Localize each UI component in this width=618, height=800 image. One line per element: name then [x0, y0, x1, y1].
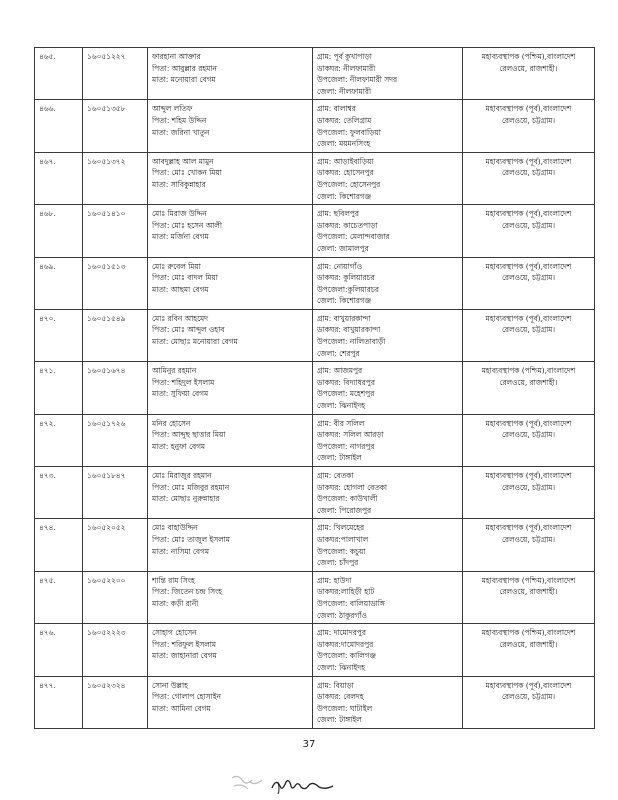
name-cell-name: মোঃ মিরাজুর রহমান — [152, 471, 212, 480]
serial-cell-serial: ৪৭৫. — [39, 575, 56, 585]
serial-cell-serial: ৪৬৯. — [39, 261, 56, 271]
posting-cell-posting1: মহাব্যবস্থাপক (পূর্ব),বাংলাদেশ — [485, 471, 572, 480]
address-cell — [313, 676, 463, 728]
address-cell-village: গ্রাম: বিয়াড়া — [317, 680, 354, 690]
roll-cell-roll: ১৬০৫২২২৩ — [87, 628, 126, 638]
address-cell-district: জেলা: ঠাকুরগাঁও — [317, 610, 367, 620]
name-cell-mother: মাতা: আছমা বেগম — [152, 284, 209, 294]
address-cell-upazila: উপজেলা: কচুয়া — [317, 546, 366, 556]
roll-cell-roll: ১৬০৫১৩৫৮ — [87, 104, 126, 114]
address-cell — [313, 257, 463, 309]
name-cell-name: মোঃ মিরাজ উদ্দিন — [152, 209, 207, 219]
roll-cell-roll: ১৬০৫২৩২৪ — [87, 680, 126, 690]
posting-cell — [463, 362, 595, 414]
address-cell — [313, 571, 463, 623]
posting-cell — [463, 519, 595, 571]
address-cell-district: জেলা: শেরপুর — [317, 348, 360, 358]
name-cell — [148, 48, 313, 100]
name-cell-father: পিতা: মোঃ মজিবুর রহমান — [152, 482, 230, 492]
roll-cell — [83, 624, 148, 676]
name-cell-name: আব্দুল লতিফ — [152, 104, 193, 114]
address-cell-district: জেলা: পিরোজপুর — [317, 505, 372, 515]
roll-cell — [83, 48, 148, 100]
roll-cell-roll: ১৬০৫১৩৭২ — [87, 156, 126, 166]
address-cell-post: ডাকঘর:লাহিড়ী হাট — [317, 587, 375, 597]
roll-cell-roll: ১৬০৫১৬৭৪ — [87, 366, 126, 376]
serial-cell-serial: ৪৭৩. — [39, 471, 56, 480]
name-cell-name: মোঃ রবিন আহমেদ — [152, 313, 209, 323]
posting-cell — [463, 676, 595, 728]
name-cell-mother: মাতা: হনুফা বেগম — [152, 441, 206, 451]
posting-cell-posting1: মহাব্যবস্থাপক (পশ্চিম),বাংলাদেশ — [481, 575, 576, 585]
name-cell-name: সোহাগ হোসেন — [152, 628, 197, 638]
posting-cell-posting2: রেলওয়ে, চট্টগ্রাম। — [501, 482, 556, 492]
serial-cell-serial: ৪৭৪. — [39, 523, 56, 533]
address-cell — [313, 362, 463, 414]
address-cell — [313, 414, 463, 466]
table-row — [35, 309, 595, 361]
roll-cell-roll: ১৬০৫২০৫২ — [87, 523, 126, 533]
posting-cell — [463, 257, 595, 309]
address-cell-post: ডাকঘর: বাখুয়ারকান্দা — [317, 325, 381, 335]
serial-cell — [35, 309, 83, 361]
name-cell-name: শান্তি রাম সিংহ — [152, 575, 195, 585]
roll-cell — [83, 100, 148, 152]
name-cell-name: মোঃ বাহাউদ্দিন — [152, 523, 198, 533]
roll-cell — [83, 257, 148, 309]
serial-cell — [35, 100, 83, 152]
address-cell-post: ডাকঘর: বেলদহ — [317, 692, 364, 702]
address-cell-post: ডাকঘর: বিদ্যাধরপুর — [317, 377, 375, 387]
posting-cell-posting2: রেলওয়ে, চট্টগ্রাম। — [501, 115, 556, 125]
roll-cell-roll: ১৬০৫১৮৪৭ — [87, 471, 126, 480]
posting-cell-posting1: মহাব্যবস্থাপক (পূর্ব),বাংলাদেশ — [485, 156, 572, 166]
address-cell — [313, 519, 463, 571]
address-cell-district: জেলা: টাঙ্গাইল — [317, 715, 362, 725]
serial-cell — [35, 414, 83, 466]
address-cell-upazila: উপজেলা: হোসেনপুর — [317, 179, 381, 189]
posting-cell-posting2: রেলওয়ে, চট্টগ্রাম। — [501, 692, 556, 702]
address-cell-village: গ্রাম: নোয়াগাঁও — [317, 261, 363, 271]
name-cell — [148, 676, 313, 728]
roll-cell-roll: ১৬০৫১৫১৩ — [87, 261, 126, 271]
name-cell-father: পিতা: মোঃ আব্দুল ওহাব — [152, 325, 225, 335]
serial-cell-serial: ৪৭১. — [39, 366, 56, 376]
posting-cell-posting2: রেলওয়ে, চট্টগ্রাম। — [501, 220, 556, 230]
address-cell-village: গ্রাম: আজমপুর — [317, 366, 363, 376]
name-cell — [148, 571, 313, 623]
address-cell-district: জেলা: কিশোরগঞ্জ — [317, 296, 372, 306]
address-cell-district: জেলা: নীলফামারী — [317, 86, 372, 96]
name-cell — [148, 309, 313, 361]
name-cell-mother: মাতা: মোছাঃ নুরুন্নাহার — [152, 494, 220, 504]
name-cell-father: পিতা: আব্দুছ ছাত্তার মিয়া — [152, 430, 226, 440]
address-cell — [313, 100, 463, 152]
posting-cell — [463, 624, 595, 676]
serial-cell — [35, 571, 83, 623]
address-cell-district: জেলা: ঝিনাইদহ — [317, 662, 365, 672]
serial-cell — [35, 257, 83, 309]
table-row — [35, 519, 595, 571]
address-cell-district: জেলা: টাঙ্গাইল — [317, 453, 362, 463]
serial-cell — [35, 48, 83, 100]
candidate-table-body — [35, 48, 595, 729]
posting-cell-posting2: রেলওয়ে, চট্টগ্রাম। — [501, 325, 556, 335]
name-cell-father: পিতা: শহিদুল ইসলাম — [152, 377, 215, 387]
roll-cell — [83, 309, 148, 361]
name-cell — [148, 519, 313, 571]
roll-cell — [83, 571, 148, 623]
serial-cell-serial: ৪৭৬. — [39, 628, 56, 638]
table-row — [35, 100, 595, 152]
name-cell-mother: মাতা: সুফিয়া বেগম — [152, 389, 209, 399]
roll-cell-roll: ১৬০৫২২০০ — [87, 575, 126, 585]
address-cell-post: ডাকঘর: হোগলা বেতকা — [317, 482, 388, 492]
roll-cell — [83, 467, 148, 519]
name-cell-name: মনির হোসেন — [152, 418, 191, 428]
serial-cell-serial: ৪৬৫. — [39, 52, 56, 61]
address-cell-upazila: উপজেলা: নালিতাবাড়ী — [317, 337, 386, 347]
address-cell-village: গ্রাম: বেতকা — [317, 471, 354, 480]
table-row — [35, 257, 595, 309]
name-cell — [148, 152, 313, 204]
name-cell — [148, 362, 313, 414]
address-cell-village: গ্রাম: পূর্ব কুখাপাড়া — [317, 52, 372, 61]
roll-cell — [83, 152, 148, 204]
address-cell-village: গ্রাম: বাখুয়ারকান্দা — [317, 313, 371, 323]
address-cell-village: গ্রাম: আড়াইবাড়িয়া — [317, 156, 374, 166]
address-cell-post: ডাকঘর: হোসেনপুর — [317, 168, 374, 178]
posting-cell — [463, 309, 595, 361]
posting-cell-posting1: মহাব্যবস্থাপক (পশ্চিম),বাংলাদেশ — [481, 52, 576, 61]
posting-cell-posting1: মহাব্যবস্থাপক (পূর্ব),বাংলাদেশ — [485, 313, 572, 323]
name-cell-name: আবদুল্লাহ আল মামুন — [152, 156, 214, 166]
roll-cell — [83, 362, 148, 414]
address-cell-upazila: উপজেলা: ঘাটাইল — [317, 703, 373, 713]
table-row — [35, 414, 595, 466]
address-cell-village: গ্রাম: দামোদরপুর — [317, 628, 366, 638]
posting-cell — [463, 467, 595, 519]
address-cell-post: ডাকঘর:পালাখাল — [317, 534, 369, 544]
address-cell-upazila: উপজেলা: নাগরপুর — [317, 441, 375, 451]
name-cell-father: পিতা: শরিফুল ইসলাম — [152, 639, 216, 649]
name-cell-mother: মাতা: কড়ী রানী — [152, 598, 199, 608]
roll-cell-roll: ১৬০৫১৭২৬ — [87, 418, 126, 428]
posting-cell-posting1: মহাব্যবস্থাপক (পূর্ব),বাংলাদেশ — [485, 418, 572, 428]
roll-cell-roll: ১৬০৫১৫৪৯ — [87, 313, 126, 323]
posting-cell-posting2: রেলওয়ে, রাজশাহী। — [499, 377, 558, 387]
address-cell-district: জেলা: ময়মনসিংহ — [317, 139, 371, 149]
posting-cell — [463, 571, 595, 623]
name-cell — [148, 467, 313, 519]
name-cell-name: আমিনুর রহমান — [152, 366, 197, 376]
address-cell — [313, 309, 463, 361]
scan-smudge — [228, 770, 268, 796]
address-cell-village: গ্রাম: ছবিলপুর — [317, 209, 359, 219]
name-cell — [148, 257, 313, 309]
address-cell-post: ডাকঘর:দামোদরপুর — [317, 639, 374, 649]
name-cell-mother: মাতা: জরিনা খাতুন — [152, 127, 210, 137]
posting-cell-posting2: রেলওয়ে, রাজশাহী। — [499, 639, 558, 649]
address-cell — [313, 152, 463, 204]
posting-cell-posting2: রেলওয়ে, রাজশাহী। — [499, 587, 558, 597]
address-cell-post: ডাকঘর: নীলফামারী — [317, 63, 376, 73]
address-cell-village: গ্রাম: বীর সলিল — [317, 418, 365, 428]
posting-cell-posting2: রেলওয়ে, রাজশাহী। — [499, 63, 558, 73]
name-cell-mother: মাতা: জাহানারা বেগম — [152, 651, 217, 661]
address-cell-district: জেলা: চাঁদপুর — [317, 558, 359, 568]
roll-cell — [83, 676, 148, 728]
address-cell-district: জেলা: জামালপুর — [317, 243, 369, 253]
posting-cell-posting1: মহাব্যবস্থাপক (পূর্ব),বাংলাদেশ — [485, 523, 572, 533]
name-cell-mother: মাতা: মনোয়ারা বেগম — [152, 75, 216, 85]
serial-cell — [35, 467, 83, 519]
name-cell-mother: মাতা: নাসিমা বেগম — [152, 546, 209, 556]
signature-mark — [268, 776, 348, 796]
table-row — [35, 205, 595, 257]
serial-cell — [35, 205, 83, 257]
table-row — [35, 152, 595, 204]
address-cell — [313, 48, 463, 100]
address-cell-village: গ্রাম: বালাশ্বর — [317, 104, 356, 114]
address-cell-upazila: উপজেলা: মেলান্দবাজার — [317, 232, 390, 242]
roll-cell-roll: ১৬০৫১৪১০ — [87, 209, 126, 219]
posting-cell-posting1: মহাব্যবস্থাপক (পশ্চিম),বাংলাদেশ — [481, 628, 576, 638]
name-cell-father: পিতা: জিতেন চন্দ্র সিংহ — [152, 587, 223, 597]
roll-cell — [83, 519, 148, 571]
page-number: 37 — [302, 739, 316, 750]
posting-cell-posting2: রেলওয়ে, চট্টগ্রাম। — [501, 430, 556, 440]
table-row — [35, 624, 595, 676]
serial-cell-serial: ৪৭০. — [39, 313, 56, 323]
address-cell — [313, 467, 463, 519]
table-row — [35, 48, 595, 100]
candidate-table — [34, 47, 595, 729]
name-cell-mother: মাতা: মোছাঃ মনোয়ারা বেগম — [152, 337, 238, 347]
serial-cell-serial: ৪৭২. — [39, 418, 56, 428]
roll-cell — [83, 205, 148, 257]
address-cell-post: ডাকঘর: কাচেতপাড়া — [317, 220, 378, 230]
serial-cell — [35, 624, 83, 676]
roll-cell-roll: ১৬০৫১২২৭ — [87, 52, 126, 61]
name-cell — [148, 100, 313, 152]
name-cell-mother: মাতা: আমিনা বেগম — [152, 703, 211, 713]
table-row — [35, 362, 595, 414]
posting-cell — [463, 152, 595, 204]
serial-cell — [35, 152, 83, 204]
name-cell-father: পিতা: মোঃ তাজুল ইসলাম — [152, 534, 230, 544]
posting-cell-posting2: রেলওয়ে, চট্টগ্রাম। — [501, 534, 556, 544]
posting-cell-posting2: রেলওয়ে, চট্টগ্রাম। — [501, 273, 556, 283]
address-cell — [313, 624, 463, 676]
table-row — [35, 676, 595, 728]
posting-cell — [463, 414, 595, 466]
address-cell-upazila: উপজেলা: নীলফামারী সদর — [317, 75, 398, 85]
serial-cell — [35, 519, 83, 571]
address-cell-upazila: উপজেলা:কুলিয়ারচর — [317, 284, 379, 294]
posting-cell-posting1: মহাব্যবস্থাপক (পূর্ব),বাংলাদেশ — [485, 261, 572, 271]
address-cell-village: গ্রাম: খিলমেহের — [317, 523, 365, 533]
name-cell-name: মোঃ রুবেল মিয়া — [152, 261, 201, 271]
serial-cell — [35, 676, 83, 728]
posting-cell-posting2: রেলওয়ে, চট্টগ্রাম। — [501, 168, 556, 178]
name-cell-father: পিতা: শহিম উদ্দিন — [152, 115, 207, 125]
address-cell-post: ডাকঘর: তেলিগ্রাম — [317, 115, 372, 125]
posting-cell — [463, 48, 595, 100]
address-cell-district: জেলা: ঝিনাইদহ — [317, 401, 365, 411]
name-cell-father: পিতা: আবুল্লার রহমান — [152, 63, 217, 73]
serial-cell-serial: ৪৬৭. — [39, 156, 56, 166]
address-cell-upazila: উপজেলা: মহেশপুর — [317, 389, 375, 399]
address-cell-upazila: উপজেলা: কালিগঞ্জ — [317, 651, 376, 661]
name-cell-name: সোনা উল্লাহ — [152, 680, 188, 690]
address-cell-post: ডাকঘর: কুলিয়ারচর — [317, 273, 375, 283]
serial-cell-serial: ৪৬৬. — [39, 104, 56, 114]
address-cell-post: ডাকঘর: সলিল আরড়া — [317, 430, 384, 440]
posting-cell-posting1: মহাব্যবস্থাপক (পূর্ব),বাংলাদেশ — [485, 104, 572, 114]
serial-cell — [35, 362, 83, 414]
name-cell — [148, 624, 313, 676]
name-cell-name: ফারহানা আক্তার — [152, 52, 201, 61]
serial-cell-serial: ৪৬৮. — [39, 209, 56, 219]
address-cell-upazila: উপজেলা: কাউখালী — [317, 494, 378, 504]
table-row — [35, 571, 595, 623]
name-cell-father: পিতা: মোঃ বাদল মিয়া — [152, 273, 218, 283]
serial-cell-serial: ৪৭৭. — [39, 680, 56, 690]
posting-cell-posting1: মহাব্যবস্থাপক (পশ্চিম),বাংলাদেশ — [481, 366, 576, 376]
address-cell-upazila: উপজেলা: ফুলবাড়িয়া — [317, 127, 381, 137]
name-cell-father: পিতা: মোঃ খোকন মিয়া — [152, 168, 222, 178]
posting-cell — [463, 205, 595, 257]
address-cell-district: জেলা: কিশোরগঞ্জ — [317, 191, 372, 201]
address-cell-upazila: উপজেলা: বালিয়াডাঙ্গি — [317, 598, 385, 608]
posting-cell — [463, 100, 595, 152]
name-cell — [148, 414, 313, 466]
name-cell-mother: মাতা: সাবিকুন্নাহার — [152, 179, 206, 189]
address-cell-village: গ্রাম: হাউদা — [317, 575, 352, 585]
posting-cell-posting1: মহাব্যবস্থাপক (পূর্ব),বাংলাদেশ — [485, 680, 572, 690]
name-cell-mother: মাতা: মর্জিনা বেগম — [152, 232, 209, 242]
name-cell-father: পিতা: গোলাপ হোসাইন — [152, 692, 221, 702]
table-row — [35, 467, 595, 519]
name-cell — [148, 205, 313, 257]
name-cell-father: পিতা: মোঃ হসেন আলী — [152, 220, 222, 230]
posting-cell-posting1: মহাব্যবস্থাপক (পূর্ব),বাংলাদেশ — [485, 209, 572, 219]
roll-cell — [83, 414, 148, 466]
address-cell — [313, 205, 463, 257]
